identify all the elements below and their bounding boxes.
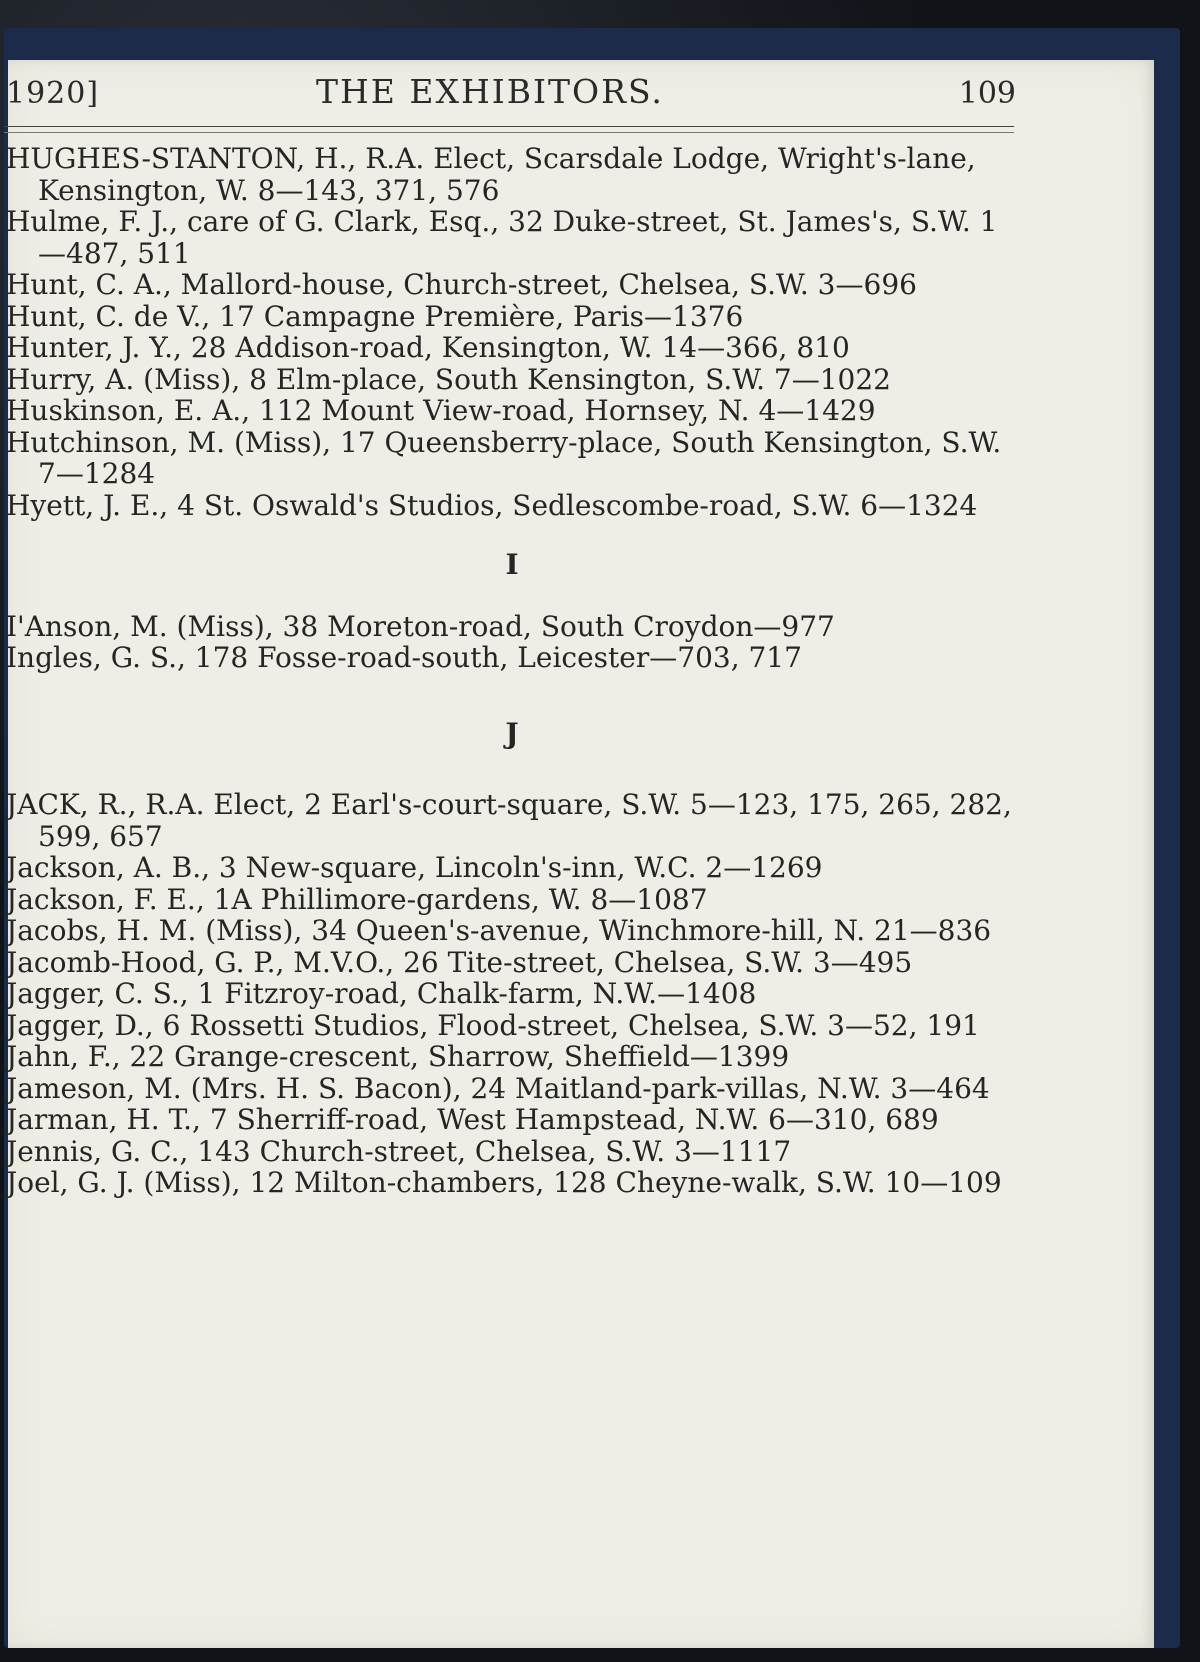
entry-hurry: Hurry, A. (Miss), 8 Elm-place, South Kensington, S.W. 7—1022 <box>6 362 891 396</box>
entry-hunt-ca: Hunt, C. A., Mallord-house, Church-street, Chelsea, S.W. 3—696 <box>6 268 917 301</box>
header-year: 1920] <box>6 76 100 111</box>
header-rule <box>4 126 1014 127</box>
entry-hutchinson: Hutchinson, M. (Miss), 17 Queensberry-place, South Kensington, S.W. 7—1284 <box>6 425 1002 490</box>
entry-hyett: Hyett, J. E., 4 St. Oswald's Studios, Sedlescombe-road, S.W. 6—1324 <box>6 488 978 522</box>
exhibitor-list <box>6 143 1018 1199</box>
page-number: 109 <box>958 76 1016 111</box>
entry-hughes-stanton: HUGHES-STANTON, H., R.A. Elect, Scarsdale Lodge, Wright's-lane, Kensington, W. 8—143, 371, 576 <box>6 142 976 207</box>
section-heading-j: J <box>505 716 519 750</box>
section-i <box>6 611 1018 674</box>
entry-jagger-cs: Jagger, C. S., 1 Fitzroy-road, Chalk-farm, N.W.—1408 <box>6 977 757 1010</box>
entry-jacobs: Jacobs, H. M. (Miss), 34 Queen's-avenue, Winchmore-hill, N. 21—836 <box>6 914 992 947</box>
section-h <box>6 143 1018 521</box>
entry-jackson-ab: Jackson, A. B., 3 New-square, Lincoln's-inn, W.C. 2—1269 <box>6 851 823 884</box>
entry-jacomb-hood: Jacomb-Hood, G. P., M.V.O., 26 Tite-street, Chelsea, S.W. 3—495 <box>6 945 913 979</box>
entry-hunter: Hunter, J. Y., 28 Addison-road, Kensington, W. 14—366, 810 <box>6 331 850 364</box>
entry-jagger-d: Jagger, D., 6 Rossetti Studios, Flood-street, Chelsea, S.W. 3—52, 191 <box>6 1008 980 1042</box>
entry-ingles: Ingles, G. S., 178 Fosse-road-south, Leicester—703, 717 <box>6 641 802 674</box>
entry-huskinson: Huskinson, E. A., 112 Mount View-road, Hornsey, N. 4—1429 <box>6 394 876 427</box>
section-heading-i: I <box>505 548 519 581</box>
entry-jahn: Jahn, F., 22 Grange-crescent, Sharrow, Sheffield—1399 <box>6 1040 790 1073</box>
entry-ianson: I'Anson, M. (Miss), 38 Moreton-road, South Croydon—977 <box>6 609 835 643</box>
entry-jackson-fe: Jackson, F. E., 1A Phillimore-gardens, W. 8—1087 <box>6 882 708 916</box>
entry-hulme: Hulme, F. J., care of G. Clark, Esq., 32 Duke-street, St. James's, S.W. 1—487, 511 <box>6 205 998 270</box>
header-rule-secondary <box>4 132 1014 133</box>
running-header <box>6 70 1016 120</box>
entry-jennis: Jennis, G. C., 143 Church-street, Chelsea, S.W. 3—1117 <box>6 1134 792 1168</box>
entry-joel: Joel, G. J. (Miss), 12 Milton-chambers, 128 Cheyne-walk, S.W. 10—109 <box>6 1166 1002 1199</box>
section-j <box>6 789 1018 1199</box>
entry-jameson: Jameson, M. (Mrs. H. S. Bacon), 24 Maitland-park-villas, N.W. 3—464 <box>6 1071 990 1105</box>
entry-jarman: Jarman, H. T., 7 Sherriff-road, West Hampstead, N.W. 6—310, 689 <box>6 1103 939 1136</box>
entry-jack: JACK, R., R.A. Elect, 2 Earl's-court-square, S.W. 5—123, 175, 265, 282, 599, 657 <box>6 788 1012 853</box>
entry-hunt-cdev: Hunt, C. de V., 17 Campagne Première, Paris—1376 <box>6 299 744 333</box>
header-title: THE EXHIBITORS. <box>316 72 664 111</box>
